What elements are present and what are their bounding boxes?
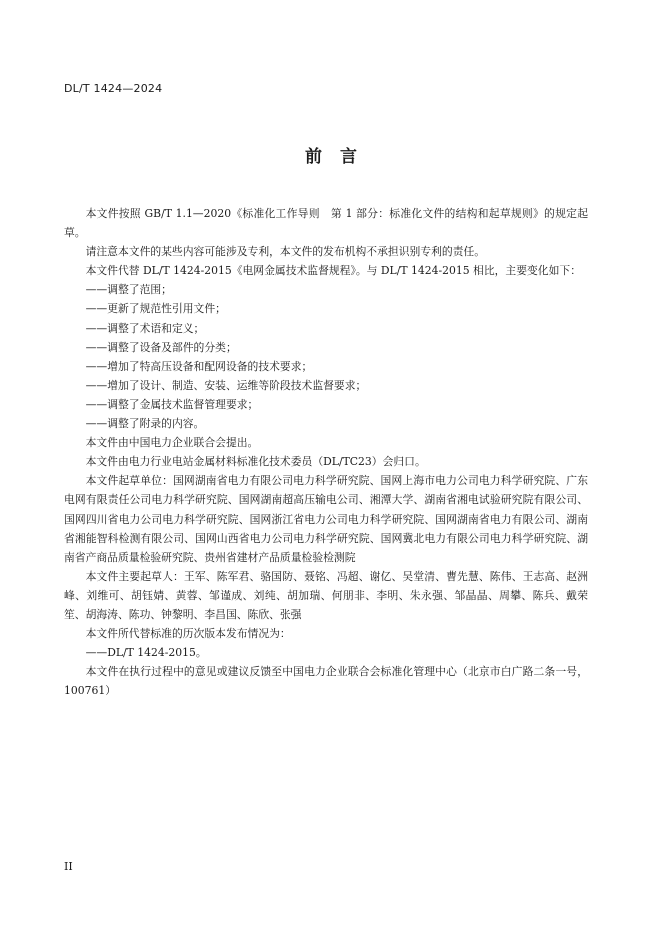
document-code: DL/T 1424—2024 [64, 82, 163, 95]
foreword-body [64, 204, 588, 700]
paragraph-patent-notice: 请注意本文件的某些内容可能涉及专利，本文件的发布机构不承担识别专利的责任。 [85, 245, 486, 259]
page-title: 前言 [305, 147, 375, 167]
page-number: II [64, 860, 73, 873]
change-item: ——调整了附录的内容。 [85, 417, 205, 431]
paragraph-drafting-units: 本文件起草单位：国网湖南省电力有限公司电力科学研究院、国网上海市电力公司电力科学研究院、广东电网有限责任公司电力科学研究院、国网湖南超高压输电公司、湘潭大学、湖南省湘电试验研究院有限公司、国网四川省电力公司电力科学研究院、国网浙江省电力公司电力科学研究院、国网湖南省电力有限公司、湖南省湘能智科检测有限公司、国网山西省电力公司电力科学研究院、国网冀北电力有限公司电力科学研究院、湖南省产商品质量检验研究院、贵州省建材产品质量检验检测院 [64, 474, 588, 564]
change-item: ——增加了设计、制造、安装、运维等阶段技术监督要求； [85, 378, 367, 392]
paragraph-drafting-rules: 本文件按照 GB/T 1.1—2020《标准化工作导则 第 1 部分：标准化文件的结构和起草规则》的规定起草。 [64, 207, 588, 240]
paragraph-drafters: 本文件主要起草人：王军、陈军君、骆国防、聂铭、冯超、谢亿、吴堂清、曹先慧、陈伟、王志高、赵洲峰、刘维可、胡钰婧、黄蓉、邹谨成、刘纯、胡加瑞、何朋非、李明、朱永强、邹晶晶、周攀、陈兵、戴荣笙、胡海涛、陈功、钟黎明、李昌国、陈欣、张强 [64, 569, 588, 621]
history-item: ——DL/T 1424-2015。 [85, 646, 207, 660]
paragraph-proposer: 本文件由中国电力企业联合会提出。 [85, 436, 259, 450]
change-item: ——调整了设备及部件的分类； [85, 340, 237, 354]
change-item: ——调整了范围； [85, 283, 172, 297]
paragraph-history-intro: 本文件所代替标准的历次版本发布情况为： [85, 627, 291, 641]
change-item: ——更新了规范性引用文件； [85, 302, 226, 316]
paragraph-replacement: 本文件代替 DL/T 1424-2015《电网金属技术监督规程》。与 DL/T 1424-2015 相比，主要变化如下： [85, 264, 581, 278]
paragraph-feedback: 本文件在执行过程中的意见或建议反馈至中国电力企业联合会标准化管理中心（北京市白广路二条一号，100761） [64, 665, 588, 698]
paragraph-centralizer: 本文件由电力行业电站金属材料标准化技术委员（DL/TC23）会归口。 [85, 455, 426, 469]
change-item: ——增加了特高压设备和配网设备的技术要求； [85, 359, 313, 373]
change-item: ——调整了术语和定义； [85, 321, 205, 335]
change-item: ——调整了金属技术监督管理要求； [85, 397, 259, 411]
